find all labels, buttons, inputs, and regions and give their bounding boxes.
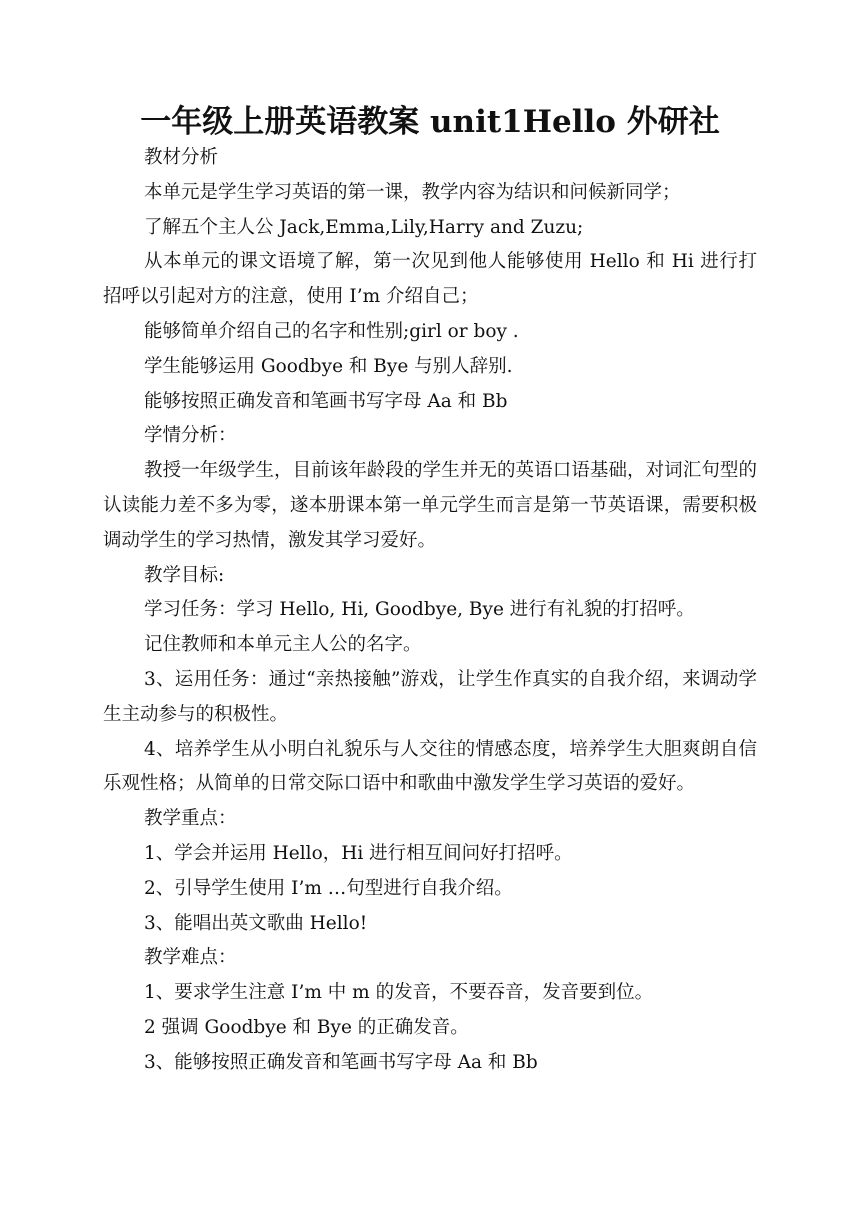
- paragraph: 1、学会并运用 Hello，Hi 进行相互间问好打招呼。: [144, 842, 573, 864]
- paragraph: 2 强调 Goodbye 和 Bye 的正确发音。: [144, 1016, 469, 1038]
- document-title: 一年级上册英语教案 unit1Hello 外研社: [140, 104, 720, 140]
- paragraph: 记住教师和本单元主人公的名字。: [144, 634, 422, 656]
- paragraph: 学习任务：学习 Hello, Hi, Goodbye, Bye 进行有礼貌的打招呼。: [144, 599, 695, 621]
- section-heading-teaching-objectives: 教学目标:: [144, 564, 225, 586]
- paragraph: 能够简单介绍自己的名字和性别;girl or boy .: [144, 320, 519, 342]
- paragraph: 3、能唱出英文歌曲 Hello!: [144, 912, 368, 934]
- paragraph: 能够按照正确发音和笔画书写字母 Aa 和 Bb: [144, 390, 508, 412]
- section-heading-teaching-difficulties: 教学难点：: [144, 947, 237, 969]
- section-heading-textbook-analysis: 教材分析: [144, 147, 219, 168]
- section-heading-teaching-focus: 教学重点：: [144, 808, 237, 830]
- paragraph: 4、培养学生从小明白礼貌乐与人交往的情感态度，培养学生大胆爽朗自信乐观性格；从简单的日常交际口语中和歌曲中激发学生学习英语的爱好。: [103, 738, 757, 795]
- paragraph: 学生能够运用 Goodbye 和 Bye 与别人辞别.: [144, 355, 513, 377]
- paragraph: 3、能够按照正确发音和笔画书写字母 Aa 和 Bb: [144, 1051, 538, 1073]
- paragraph: 从本单元的课文语境了解，第一次见到他人能够使用 Hello 和 Hi 进行打招呼以引起对方的注意，使用 I’m 介绍自己；: [103, 251, 757, 308]
- paragraph: 2、引导学生使用 I’m …句型进行自我介绍。: [144, 877, 513, 899]
- paragraph: 3、运用任务：通过“亲热接触”游戏，让学生作真实的自我介绍，来调动学生主动参与的积极性。: [103, 668, 757, 725]
- paragraph: 本单元是学生学习英语的第一课，教学内容为结识和问候新同学；: [144, 181, 681, 203]
- paragraph: 了解五个主人公 Jack,Emma,Lily,Harry and Zuzu;: [144, 216, 584, 238]
- section-heading-student-analysis: 学情分析：: [144, 425, 237, 447]
- paragraph: 教授一年级学生，目前该年龄段的学生并无的英语口语基础，对词汇句型的认读能力差不多为零，遂本册课本第一单元学生而言是第一节英语课，需要积极调动学生的学习热情，激发其学习爱好。: [103, 460, 757, 551]
- paragraph: 1、要求学生注意 I’m 中 m 的发音，不要吞音，发音要到位。: [144, 982, 654, 1004]
- document-body: [103, 141, 757, 1081]
